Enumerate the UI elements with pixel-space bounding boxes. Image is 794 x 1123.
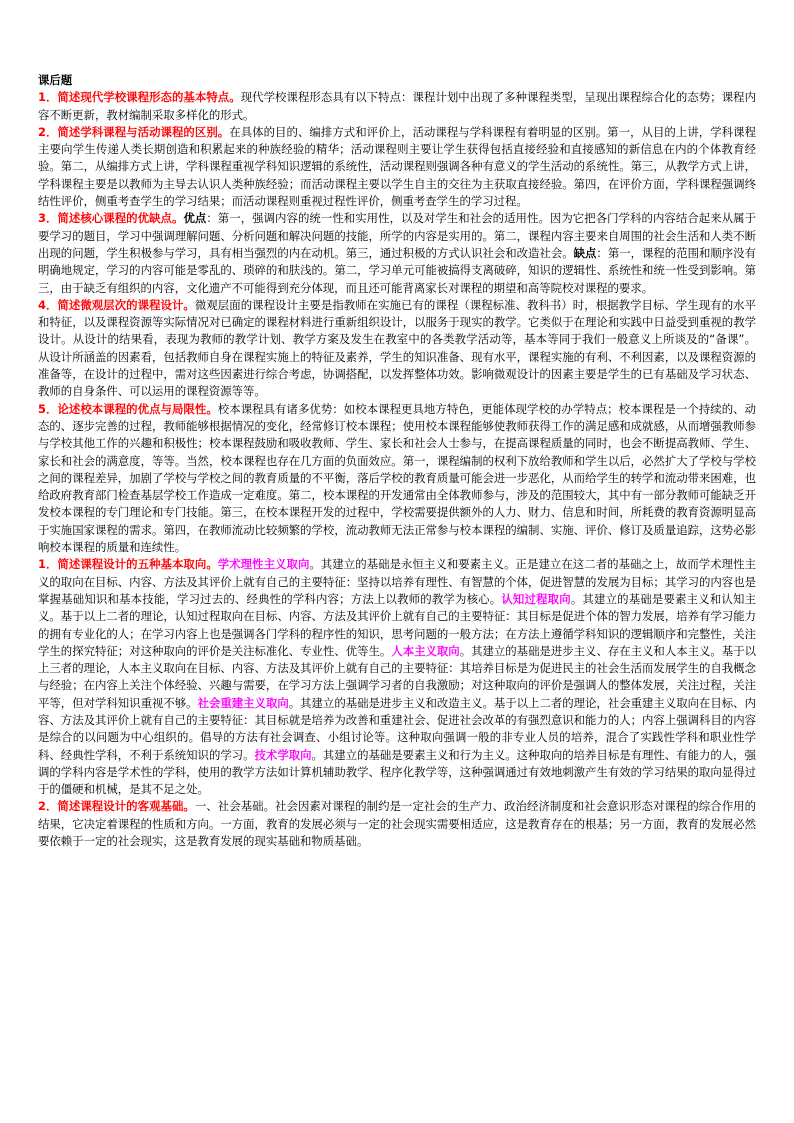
document-title: 课后题 [38, 73, 73, 87]
question-text: 简述核心课程的优缺点。 [57, 211, 184, 226]
question-text: 论述校本课程的优点与局限性。 [57, 401, 218, 416]
question-6 [38, 556, 756, 798]
question-text: 简述现代学校课程形态的基本特点。 [57, 90, 241, 105]
question-number: 2． [38, 124, 58, 139]
answer-text: 。其建立的基础是要素主义和认知主义。基于以上二者的理论，认知过程取向在目标、内容、方法及其评价上就有自己的主要特征：其目标是促进个体的智力发展，培养有学习能力的拥有专业化的人；在学习内容上也是强调各门学科的程序性的知识，思考问题的一般方法；在方法上遵循学科知识的逻辑顺序和完整性，关注学生的探究特征；对这种取向的评价是关注标准化、专业性、优等生。 [38, 591, 756, 658]
answer-text: 微观层面的课程设计主要是指教师在实施已有的课程（课程标准、教科书）时，根据教学目标、学生现有的水平和特征，以及课程资源等实际情况对已确定的课程材料进行重新组织设计，以服务于现实的教学。它类似于在理论和实践中日益受到重视的教学设计。从设计的结果看，表现为教师的教学计划、教学方案及发生在教室中的各类教学活动等，基本等同于我们一般意义上所谈及的“备课”。从设计所涵盖的因素看，包括教师自身在课程实施上的特征及素养，学生的知识准备、现有水平，课程实施的有利、不利因素，以及课程资源的准备等，在设计的过程中，需对这些因素进行综合考虑，协调搭配，以发挥整体功效。影响微观设计的因素主要是学生的已有基础及学习状态、教师的自身条件、可以运用的课程资源等等。 [38, 297, 756, 399]
question-4 [38, 297, 756, 401]
answer-text: 。其建立的基础是永恒主义和要素主义。正是建立在这二者的基础之上，故而学术理性主义的取向在目标、内容、方法及其评价上就有自己的主要特征：坚持以培养有理性、有智慧的个体，促进智慧的发展为目标；其学习的内容也是掌握基础知识和基本技能，学习过去的、经典性的学科内容；方法上以教师的教学为核心。 [38, 557, 756, 606]
orientation-label: 认知过程取向 [501, 591, 571, 606]
question-text: 简述课程设计的五种基本取向。 [57, 557, 218, 572]
question-number: 2． [38, 799, 58, 814]
question-text: 简述课程设计的客观基础。 [57, 799, 195, 814]
question-text: 简述学科课程与活动课程的区别。 [57, 124, 230, 139]
question-number: 1． [38, 90, 58, 105]
answer-text: 现代学校课程形态具有以下特点：课程计划中出现了多种课程类型，呈现出课程综合化的态势；课程内容不断更新，教材编制采取多样化的形式。 [38, 90, 756, 122]
document-page [38, 72, 756, 850]
answer-text: 在具体的目的、编排方式和评价上，活动课程与学科课程有着明显的区别。第一，从目的上讲，学科课程主要向学生传递人类长期创造和积累起来的种族经验的精华；活动课程则主要让学生获得包括直接经验和直接感知的新信息在内的个体教育经验。第二，从编排方式上讲，学科课程重视学科知识逻辑的系统性，活动课程则强调各种有意义的学生活动的系统性。第三，从教学方式上讲，学科课程主要是以教师为主导去认识人类种族经验；而活动课程主要以学生自主的交往为主获取直接经验。第四，在评价方面，学科课程强调终结性评价，侧重考查学生的学习结果；而活动课程则重视过程性评价，侧重考查学生的学习过程。 [38, 124, 756, 209]
question-number: 5． [38, 401, 58, 416]
answer-text: 。其建立的基础是要素主义和行为主义。这种取向的培养目标是有理性、有能力的人，强调的学科内容是学术性的学科，使用的教学方法如计算机辅助教学、程序化教学等，这种强调通过有效地刺激产生有效的学习结果的取向显得过于的僵硬和机械，是其不足之处。 [38, 747, 756, 797]
question-text: 简述微观层次的课程设计。 [57, 297, 195, 312]
advantages-label: 优点 [183, 211, 207, 226]
answer-text: 校本课程具有诸多优势：如校本课程更具地方特色，更能体现学校的办学特点；校本课程是一个持续的、动态的、逐步完善的过程，教师能够根据情况的变化，经常修订校本课程；使用校本课程能够使教师获得工作的满足感和成就感，从而增强教师参与学校其他工作的兴趣和积极性；校本课程鼓励和吸收教师、学生、家长和社会人士参与，在提高课程质量的同时，也会不断提高教师、学生、家长和社会的满意度，等等。当然，校本课程也存在几方面的负面效应。第一，课程编制的权利下放给教师和学生以后，必然扩大了学校与学校之间的课程差异，加剧了学校与学校之间的教育质量的不平衡，落后学校的教育质量可能会进一步恶化，从而给学生的转学和流动带来困难，也给政府教育部门检查基层学校工作造成一定难度。第二，校本课程的开发通常由全体教师参与，涉及的范围较大，其中有一部分教师可能缺乏开发校本课程的专门理论和专门技能。第三，在校本课程开发的过程中，学校需要提供额外的人力、财力、信息和时间，所耗费的教育资源明显高于实施国家课程的需求。第四，在教师流动比较频繁的学校，流动教师无法正常参与校本课程的编制、实施、评价、修订及质量追踪，这势必影响校本课程的质量和连续性。 [38, 401, 756, 555]
question-2 [38, 124, 756, 210]
orientation-label: 学术理性主义取向 [217, 557, 310, 572]
answer-text: ：第一，课程的范围和顺序没有明确地规定，学习的内容可能是零乱的、琐碎的和肤浅的。第二，学习单元可能被搞得支离破碎，知识的逻辑性、系统性和统一性受到影响。第三，由于缺乏有组织的内容，文化遗产不可能得到充分体现，而且还可能背离家长对课程的期望和高等院校对课程的要求。 [38, 245, 756, 295]
question-number: 1． [38, 557, 58, 572]
answer-text: ：第一，强调内容的统一性和实用性，以及对学生和社会的适用性。因为它把各门学科的内容结合起来从属于要学习的题目，学习中强调理解问题、分析问题和解决问题的技能，所学的内容是实用的。第二，课程内容主要来自周围的社会生活和人类不断出现的问题，学生积极参与学习，具有相当强烈的内在动机。第三，通过积极的方式认识社会和改造社会。 [38, 211, 756, 260]
disadvantages-label: 缺点 [573, 245, 597, 260]
answer-text: 。其建立的基础是进步主义、存在主义和人本主义。基于以上三者的理论，人本主义取向在目标、内容、方法及其评价上就有自己的主要特征：其培养目标是为促进民主的社会生活而发展学生的自我概念与经验；在内容上关注个体经验、兴趣与需要，在学习方法上强调学习者的自我激励；对这种取向的评价是强调人的整体发展，关注过程，关注平等，但对学科知识重视不够。 [38, 643, 756, 710]
question-3 [38, 210, 756, 296]
orientation-label: 社会重建主义取向 [197, 695, 289, 710]
orientation-label: 技术学取向 [254, 747, 312, 762]
answer-text: 。其建立的基础是进步主义和改造主义。基于以上二者的理论，社会重建主义取向在目标、内容、方法及其评价上就有自己的主要特征：其目标就是培养为改善和重建社会、促进社会改革的有强烈意识和能力的人；内容上强调科目的内容是综合的以问题为中心组织的。倡导的方法有社会调查、小组讨论等。这种取向强调一般的非专业人员的培养，混合了实践性学科和职业性学科、经典性学科，不利于系统知识的学习。 [38, 695, 756, 762]
question-number: 4． [38, 297, 58, 312]
question-1 [38, 89, 756, 124]
question-number: 3． [38, 211, 58, 226]
question-5 [38, 401, 756, 557]
orientation-label: 人本主义取向 [391, 643, 460, 658]
answer-text: 一、社会基础。社会因素对课程的制约是一定社会的生产力、政治经济制度和社会意识形态对课程的综合作用的结果，它决定着课程的性质和方向。一方面，教育的发展必须与一定的社会现实需要相适应，这是教育存在的根基；另一方面，教育的发展必然要依赖于一定的社会现实，这是教育发展的现实基础和物质基础。 [38, 799, 756, 849]
question-7 [38, 798, 756, 850]
